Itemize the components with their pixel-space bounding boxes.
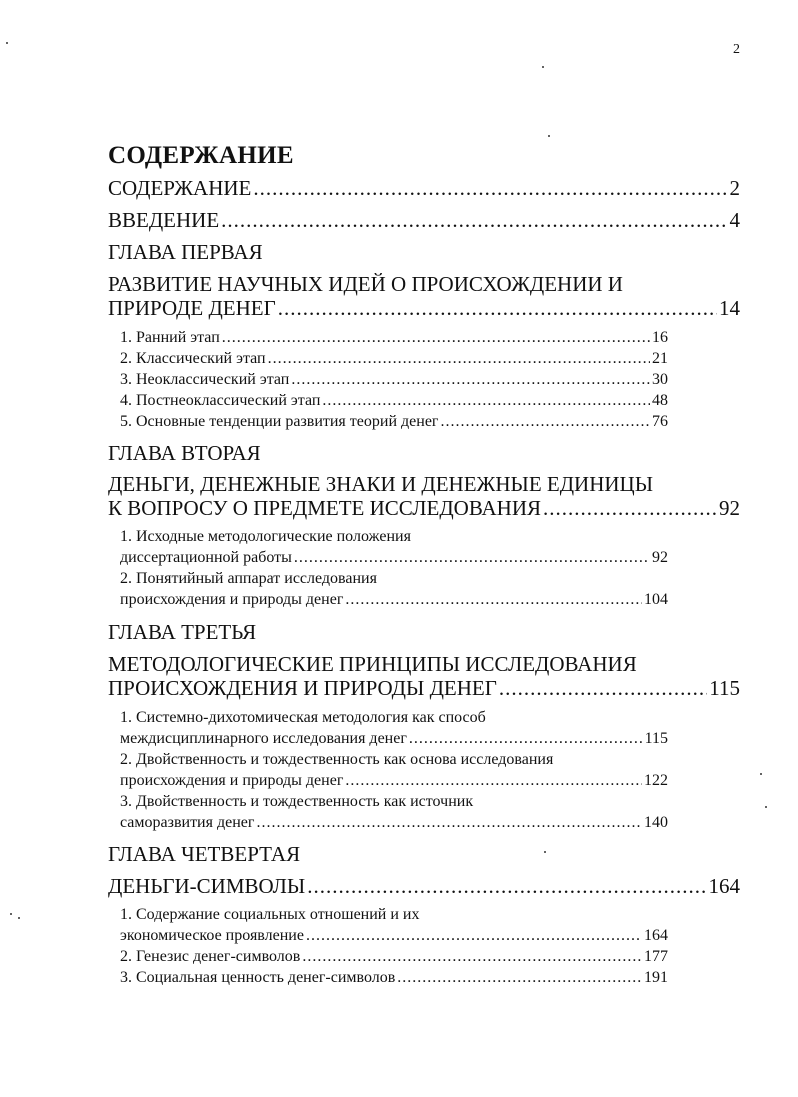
toc-section-line1: 1. Системно-дихотомическая методология как способ	[120, 709, 486, 726]
toc-section-line1: 2. Понятийный аппарат исследования	[120, 570, 377, 587]
chapter-1-label: ГЛАВА ПЕРВАЯ	[108, 240, 263, 264]
toc-entry-chapter-2[interactable]: К ВОПРОСУ О ПРЕДМЕТЕ ИССЛЕДОВАНИЯ ..... 92	[108, 496, 740, 524]
toc-section-line1: 1. Содержание социальных отношений и их	[120, 906, 420, 923]
toc-section[interactable]: 2. Классический этап ..... 21	[120, 350, 668, 372]
chapter-2-label: ГЛАВА ВТОРАЯ	[108, 441, 261, 465]
chapter-3-title-line1: МЕТОДОЛОГИЧЕСКИЕ ПРИНЦИПЫ ИССЛЕДОВАНИЯ	[108, 652, 637, 676]
toc-section[interactable]: экономическое проявление ..... 164	[120, 927, 668, 949]
toc-section-line1: 1. Исходные методологические положения	[120, 528, 411, 545]
scan-speck	[765, 806, 767, 808]
toc-section[interactable]: происхождения и природы денег ..... 122	[120, 772, 668, 794]
toc-section-line1: 3. Двойственность и тождественность как источник	[120, 793, 474, 810]
chapter-2-title-line1: ДЕНЬГИ, ДЕНЕЖНЫЕ ЗНАКИ И ДЕНЕЖНЫЕ ЕДИНИЦЫ	[108, 472, 654, 496]
toc-section[interactable]: 5. Основные тенденции развития теорий денег ..... 76	[120, 413, 668, 435]
chapter-1-title-line1: РАЗВИТИЕ НАУЧНЫХ ИДЕЙ О ПРОИСХОЖДЕНИИ И	[108, 272, 623, 296]
scan-speck	[6, 42, 8, 44]
scan-speck	[548, 135, 550, 137]
toc-entry-soderzhanie[interactable]: СОДЕРЖАНИЕ ..... 2	[108, 176, 740, 204]
toc-section-line1: 2. Двойственность и тождественность как основа исследования	[120, 751, 554, 768]
toc-entry-chapter-4[interactable]: ДЕНЬГИ-СИМВОЛЫ ..... 164	[108, 874, 740, 902]
toc-section[interactable]: 4. Постнеоклассический этап ..... 48	[120, 392, 668, 414]
page-title: СОДЕРЖАНИЕ	[108, 142, 294, 169]
toc-section[interactable]: саморазвития денег ..... 140	[120, 814, 668, 836]
toc-section[interactable]: диссертационной работы ..... 92	[120, 549, 668, 571]
scan-speck	[544, 851, 546, 853]
toc-entry-chapter-3[interactable]: ПРОИСХОЖДЕНИЯ И ПРИРОДЫ ДЕНЕГ ..... 115	[108, 676, 740, 704]
scan-speck	[18, 917, 20, 919]
toc-section[interactable]: 3. Неоклассический этап ..... 30	[120, 371, 668, 393]
scan-speck	[542, 66, 544, 68]
scan-speck	[10, 913, 12, 915]
toc-entry-vvedenie[interactable]: ВВЕДЕНИЕ ..... 4	[108, 208, 740, 236]
toc-entry-chapter-1[interactable]: ПРИРОДЕ ДЕНЕГ ..... 14	[108, 296, 740, 324]
toc-section[interactable]: междисциплинарного исследования денег ..... 115	[120, 730, 668, 752]
chapter-4-label: ГЛАВА ЧЕТВЕРТАЯ	[108, 842, 301, 866]
chapter-3-label: ГЛАВА ТРЕТЬЯ	[108, 620, 257, 644]
toc-section[interactable]: 1. Ранний этап ..... 16	[120, 329, 668, 351]
page-number: 2	[733, 42, 740, 57]
toc-section[interactable]: 3. Социальная ценность денег-символов ..... 191	[120, 969, 668, 991]
toc-section[interactable]: происхождения и природы денег ..... 104	[120, 591, 668, 613]
toc-section[interactable]: 2. Генезис денег-символов ..... 177	[120, 948, 668, 970]
scan-speck	[760, 773, 762, 775]
